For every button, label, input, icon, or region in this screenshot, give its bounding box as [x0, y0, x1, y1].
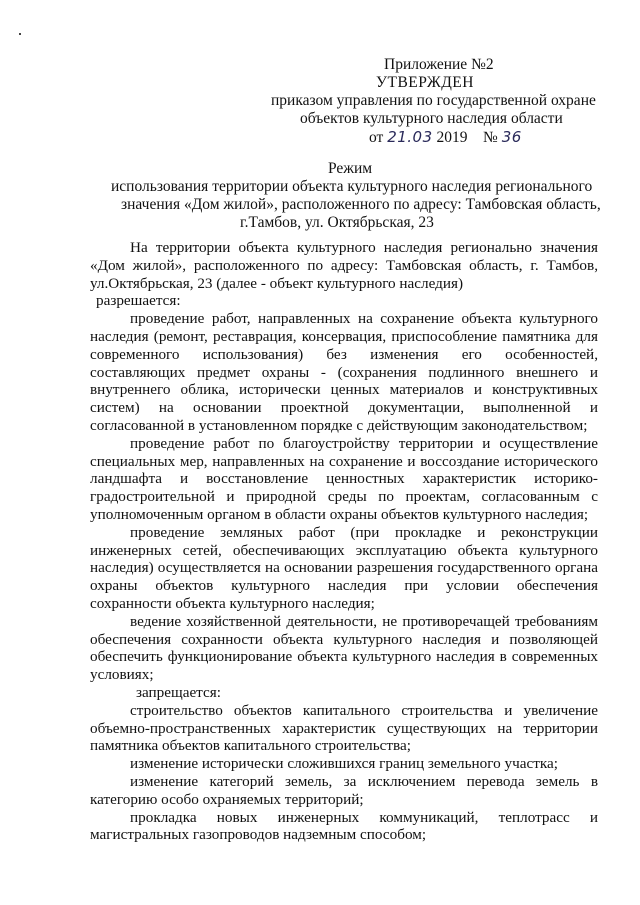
date-year: 2019: [436, 129, 468, 146]
intro-paragraph: На территории объекта культурного наследия регионально значения «Дом жилой», расположенного по адресу: Тамбовская область, г. Тамбов, ул.Октябрьская, 23 (далее - объект культурного наследия): [90, 239, 598, 292]
document-body: [90, 239, 598, 844]
allowed-label: разрешается:: [96, 292, 181, 310]
allowed-item: проведение работ, направленных на сохранение объекта культурного наследия (ремонт, реставрация, консервация, приспособление памятника для современного использования) без изменения его особенностей, составляющих предмет охраны - (сохранения подлинного внешнего и внутреннего облика, исторически ценных материалов и конструктивных систем) на основании проектной документации, выполненной и согласованной в установленном порядке с действующим законодательством;: [90, 310, 598, 434]
date-prefix: от: [369, 129, 384, 146]
handwritten-number: 36: [501, 128, 522, 146]
appendix-label: Приложение №2: [384, 56, 494, 73]
order-line-2: объектов культурного наследия области: [300, 110, 563, 127]
allowed-item: ведение хозяйственной деятельности, не противоречащей требованиям обеспечения сохранности объекта культурного наследия и позволяющей обеспечить функционирование объекта культурного наследия в современных условиях;: [90, 612, 598, 684]
forbidden-item: строительство объектов капитального строительства и увеличение объемно-пространственных характеристик существующих на территории памятника объектов капитального строительства;: [90, 701, 598, 755]
scan-speck: [19, 33, 21, 35]
forbidden-label: запрещается:: [136, 683, 221, 701]
title-regime: Режим: [328, 160, 373, 177]
title-line-1: использования территории объекта культурного наследия регионального: [111, 178, 593, 195]
title-line-3: г.Тамбов, ул. Октябрьская, 23: [240, 214, 434, 231]
title-line-2: значения «Дом жилой», расположенного по адресу: Тамбовская область,: [121, 196, 601, 213]
forbidden-item: изменение категорий земель, за исключением перевода земель в категорию особо охраняемых территорий;: [90, 772, 598, 808]
handwritten-date: 21.03: [387, 128, 433, 146]
order-line-1: приказом управления по государственной охране: [271, 92, 596, 109]
allowed-item: проведение земляных работ (при прокладке и реконструкции инженерных сетей, обеспечивающих эксплуатацию объекта культурного наследия) осуществляется на основании разрешения государственного органа охраны объектов культурного наследия при условии обеспечения сохранности объекта культурного наследия;: [90, 523, 598, 612]
number-prefix: №: [483, 129, 498, 146]
forbidden-item: прокладка новых инженерных коммуникаций, теплотрасс и магистральных газопроводов надземным способом;: [90, 808, 598, 844]
allowed-item: проведение работ по благоустройству территории и осуществление специальных мер, направленных на сохранение и воссоздание исторического ландшафта и восстановление ценностных характеристик историко-градостроительной и природной среды по проектам, согласованным с уполномоченным органом в области охраны объектов культурного наследия;: [90, 434, 598, 523]
order-date-line: [369, 128, 522, 147]
forbidden-item: изменение исторически сложившихся границ земельного участка;: [130, 755, 558, 773]
approved-label: УТВЕРЖДЕН: [376, 74, 474, 91]
